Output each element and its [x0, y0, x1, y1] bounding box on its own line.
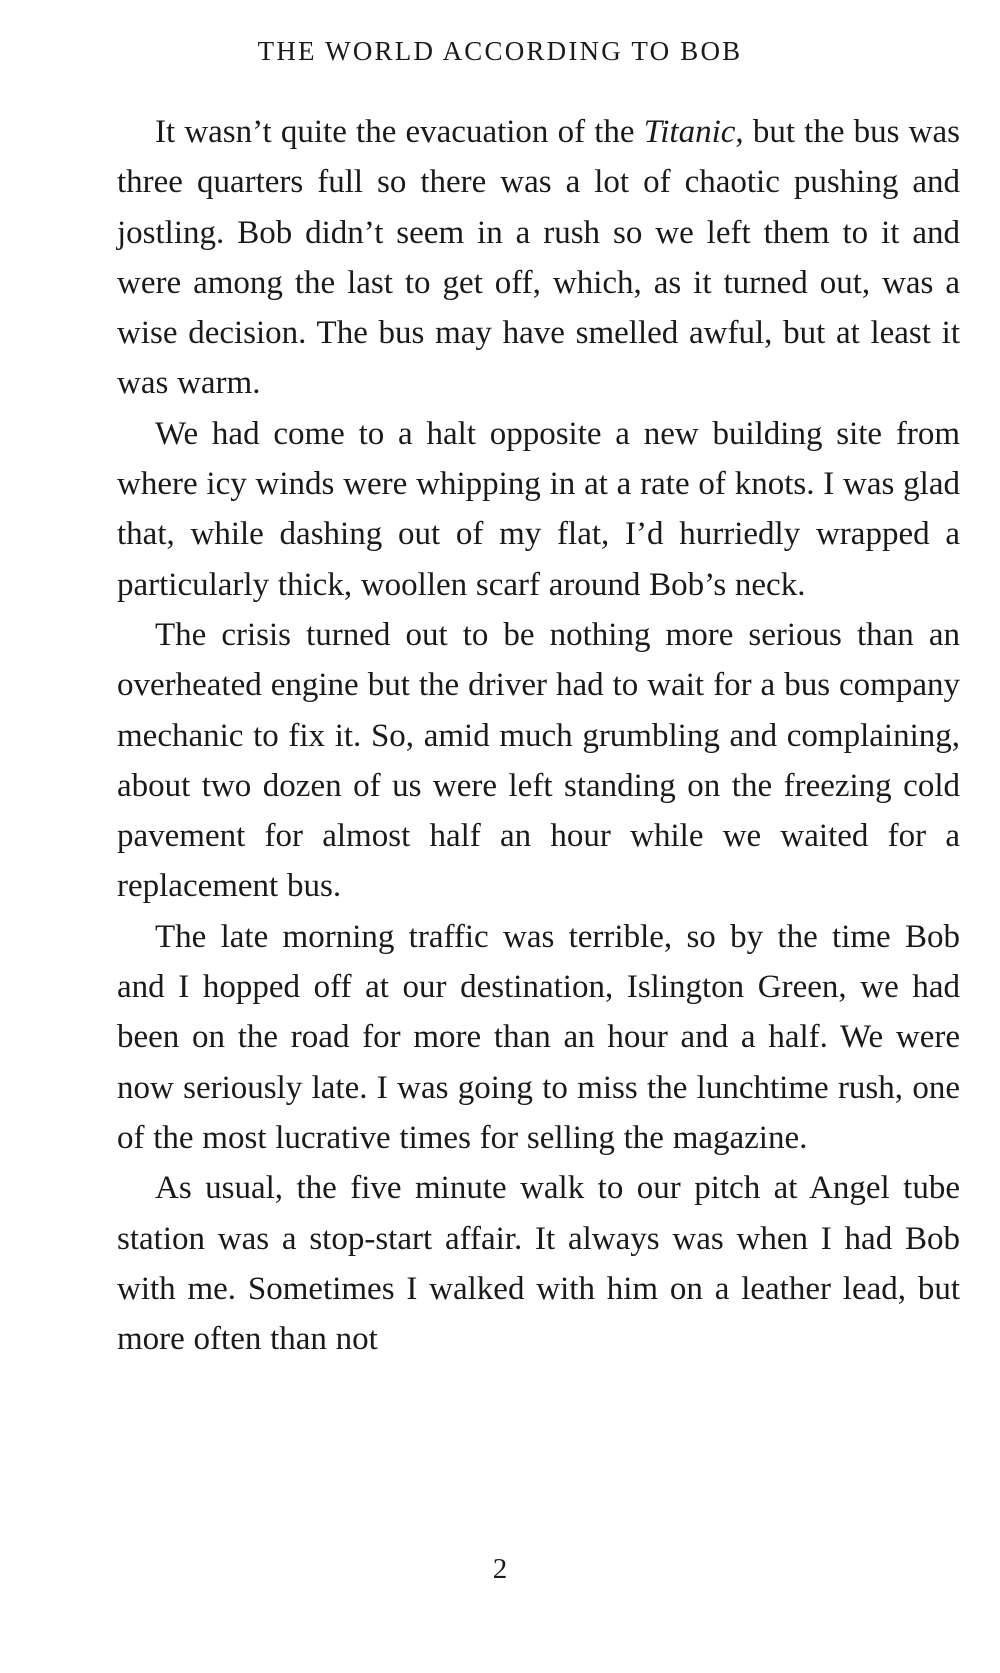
paragraph-1-after: , but the bus was three quarters full so there was a lot of chaotic pushing and jostling. Bob didn’t seem in a rush so we left them to it and were among the last to get off, which, as it turned out, was a wise decision. The bus may have smelled awful, but at least it was warm. [117, 114, 960, 402]
paragraph-5: As usual, the five minute walk to our pitch at Angel tube station was a stop-start affair. It always was when I had Bob with me. Sometimes I walked with him on a leather lead, but more often than not [117, 1170, 960, 1358]
paragraph-3: The crisis turned out to be nothing more serious than an overheated engine but the driver had to wait for a bus company mechanic to fix it. So, amid much grumbling and complaining, about two dozen of us were left standing on the freezing cold pavement for almost half an hour while we waited for a replacement bus. [117, 616, 960, 905]
ship-name-italic: Titanic [643, 114, 736, 150]
paragraph-2: We had come to a halt opposite a new building site from where icy winds were whipping in at a rate of knots. I was glad that, while dashing out of my flat, I’d hurriedly wrapped a particularly thick, woollen scarf around Bob’s neck. [117, 415, 960, 603]
paragraph-4: The late morning traffic was terrible, so by the time Bob and I hopped off at our destination, Islington Green, we had been on the road for more than an hour and a half. We were now seriously late. I was going to miss the lunchtime rush, one of the most lucrative times for selling the magazine. [117, 918, 960, 1156]
page-number: 2 [492, 1553, 508, 1585]
paragraph-1-before: It wasn’t quite the evacuation of the [155, 114, 644, 150]
running-head: THE WORLD ACCORDING TO BOB [257, 36, 743, 66]
paragraph-1 [117, 107, 960, 409]
body-text [117, 107, 960, 1364]
